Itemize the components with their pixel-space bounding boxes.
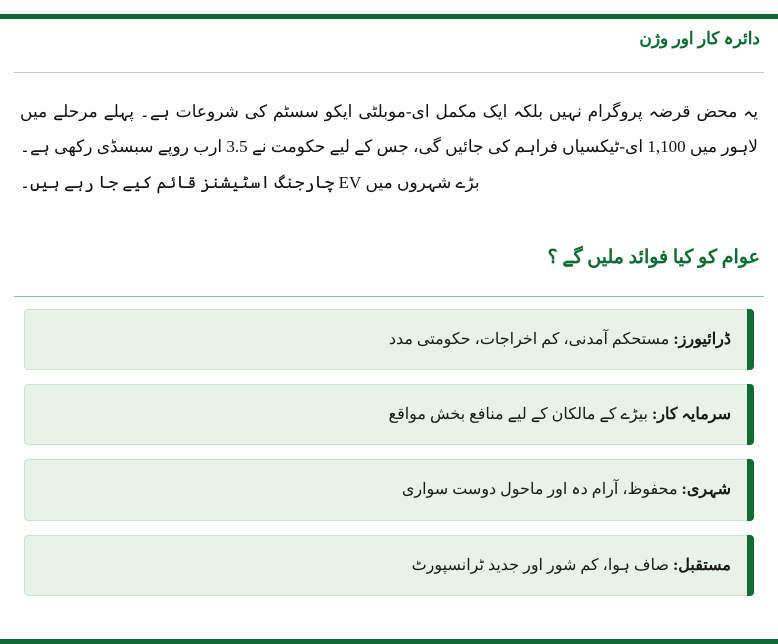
- benefit-card-future: [24, 535, 754, 596]
- benefit-card-text: صاف ہوا، کم شور اور جدید ٹرانسپورٹ: [411, 556, 669, 574]
- heading-divider-top: [14, 72, 764, 73]
- benefit-card-label: سرمایہ کار:: [651, 406, 731, 424]
- benefit-card-text: مستحکم آمدنی، کم اخراجات، حکومتی مدد: [388, 331, 670, 349]
- benefit-card-text: بیڑے کے مالکان کے لیے منافع بخش مواقع: [388, 406, 648, 424]
- benefit-card-investors: [24, 384, 754, 445]
- benefit-card-label: مستقبل:: [672, 556, 731, 574]
- benefits-section-heading: عوام کو کیا فوائد ملیں گے ؟: [547, 246, 760, 268]
- document-page: [0, 14, 778, 644]
- benefit-card-label: شہری:: [681, 481, 731, 499]
- vision-section-heading: دائرہ کار اور وژن: [639, 29, 760, 49]
- bottom-accent-rule: [0, 639, 778, 644]
- benefits-card-list: [14, 307, 764, 596]
- top-accent-rule: [0, 14, 778, 19]
- benefit-card-citizens: [24, 459, 754, 520]
- benefit-card-text: محفوظ، آرام دہ اور ماحول دوست سواری: [401, 481, 678, 499]
- benefits-divider: [14, 296, 764, 297]
- vision-paragraph: یہ محض قرضہ پروگرام نہیں بلکہ ایک مکمل ای-موبلٹی ایکو سسٹم کی شروعات ہے۔ پہلے مرحلے میں لاہور میں 1,100 ای-ٹیکسیاں فراہم کی جائیں گی، جس کے لیے حکومت نے 3.5 ارب روپے سبسڈی رکھی ہے۔ بڑے شہروں میں EV چارجنگ اسٹیشنز قائم کیے جا رہے ہیں۔: [20, 101, 758, 193]
- benefit-card-label: ڈرائیورز:: [673, 331, 731, 349]
- benefit-card-drivers: [24, 309, 754, 370]
